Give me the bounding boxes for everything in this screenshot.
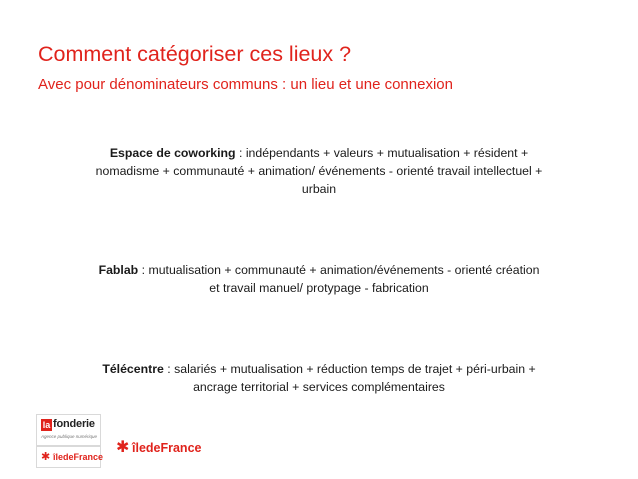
slide-subtitle: Avec pour dénominateurs communs : un lieu et une connexion: [38, 76, 453, 93]
category-description: : mutualisation + communauté + animation/événements - orienté création: [138, 263, 540, 277]
category-term: Fablab: [98, 263, 139, 277]
category-term: Espace de coworking: [109, 146, 236, 160]
category-description: : salariés + mutualisation + réduction temps de trajet + péri-urbain +: [163, 362, 536, 376]
category-description-line: urbain: [301, 182, 337, 196]
category-telecentre: [45, 360, 593, 396]
category-description: : indépendants + valeurs + mutualisation + résident +: [235, 146, 529, 160]
fonderie-tagline: Agence publique numérique: [41, 434, 98, 439]
category-description-line: ancrage territorial + services complémentaires: [193, 380, 445, 394]
category-description-line: nomadisme + communauté + animation/ événements - orienté travail intellectuel +: [95, 164, 543, 178]
la-fonderie-logo: [36, 414, 101, 446]
star-icon: ✱: [116, 439, 130, 456]
star-icon: ✱: [41, 451, 51, 463]
fonderie-name: fonderie: [53, 418, 95, 430]
category-description-line: et travail manuel/ protypage - fabrication: [209, 281, 429, 295]
category-term: Télécentre: [102, 362, 164, 376]
category-fablab: [45, 261, 593, 297]
slide-title: Comment catégoriser ces lieux ?: [38, 42, 352, 66]
category-coworking: [45, 144, 593, 198]
ile-de-france-small-logo: [36, 446, 104, 468]
fonderie-prefix: la: [42, 420, 51, 430]
idf-small-wordmark: îledeFrance: [53, 452, 104, 462]
idf-wordmark: îledeFrance: [132, 441, 202, 455]
